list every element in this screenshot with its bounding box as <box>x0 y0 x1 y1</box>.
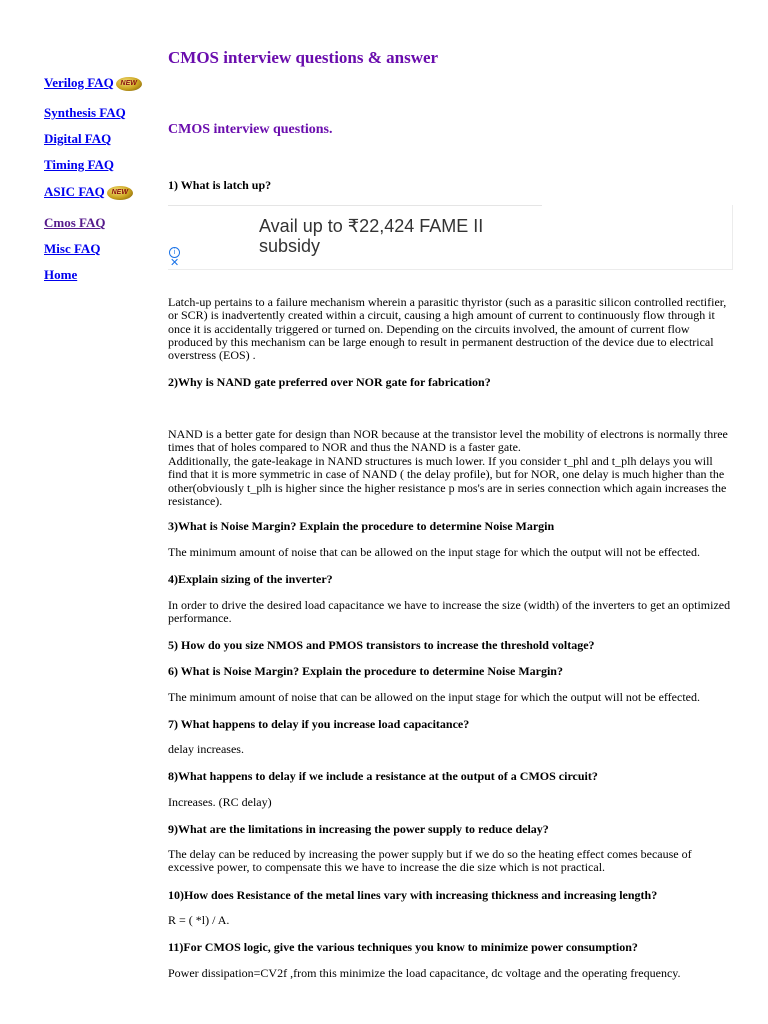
close-icon[interactable]: ✕ <box>170 257 180 269</box>
question-11: 11)For CMOS logic, give the various techniques you know to minimize power consumption? <box>168 940 638 954</box>
sidebar-item-home <box>44 267 77 283</box>
answer-4: In order to drive the desired load capacitance we have to increase the size (width) of the inverters to get an optimized performance. <box>168 598 731 626</box>
sidebar-item-digital-faq <box>44 131 111 147</box>
page-title: CMOS interview questions & answer <box>168 48 439 67</box>
synthesis-faq-link[interactable]: Synthesis FAQ <box>44 105 126 120</box>
info-icon[interactable]: i <box>169 247 180 258</box>
answer-7: delay increases. <box>168 742 244 756</box>
ad-divider <box>168 205 542 206</box>
answer-8: Increases. (RC delay) <box>168 795 272 809</box>
home-link[interactable]: Home <box>44 267 78 282</box>
new-badge-icon: NEW <box>116 77 142 91</box>
ad-text[interactable]: Avail up to ₹22,424 FAME II subsidy <box>259 216 484 256</box>
answer-2: NAND is a better gate for design than NOR because at the transistor level the mobility of electrons is normally three times that of holes compared to NOR and thus the NAND is a faster gate. <box>168 427 728 455</box>
question-5: 5) How do you size NMOS and PMOS transistors to increase the threshold voltage? <box>168 638 595 652</box>
sidebar-item-misc-faq <box>44 241 100 257</box>
sidebar-item-synthesis-faq <box>44 105 126 121</box>
answer-11: Power dissipation=CV2f ,from this minimize the load capacitance, dc voltage and the operating frequency. <box>168 966 681 980</box>
question-2: 2)Why is NAND gate preferred over NOR gate for fabrication? <box>168 375 491 389</box>
answer-6: The minimum amount of noise that can be allowed on the input stage for which the output will not be effected. <box>168 690 700 704</box>
question-6: 6) What is Noise Margin? Explain the procedure to determine Noise Margin? <box>168 664 563 678</box>
asic-faq-link[interactable]: ASIC FAQ <box>44 184 105 199</box>
digital-faq-link[interactable]: Digital FAQ <box>44 131 112 146</box>
sidebar-item-cmos-faq <box>44 215 106 231</box>
question-3: 3)What is Noise Margin? Explain the procedure to determine Noise Margin <box>168 519 555 533</box>
sidebar-item-timing-faq <box>44 157 114 173</box>
answer-2-continued: Additionally, the gate-leakage in NAND structures is much lower. If you consider t_phl and t_plh delays you will find that it is more symmetric in case of NAND ( the delay profile), but for NOR, one delay is much higher than the other(obviously t_plh is higher since the higher resistance p mos's are in series connection which again increases the resistance). <box>168 454 727 508</box>
answer-10: R = ( *l) / A. <box>168 913 230 927</box>
answer-1: Latch-up pertains to a failure mechanism wherein a parasitic thyristor (such as a parasitic silicon controlled rectifier, or SCR) is inadvertently created within a circuit, causing a high amount of current to continuously flow through it once it is accidentally triggered or turned on. Depending on the circuits involved, the amount of current flow produced by this mechanism can be large enough to result in permanent destruction of the device due to electrical overstress (EOS) . <box>168 295 727 363</box>
question-8: 8)What happens to delay if we include a resistance at the output of a CMOS circuit? <box>168 769 598 783</box>
misc-faq-link[interactable]: Misc FAQ <box>44 241 101 256</box>
question-7: 7) What happens to delay if you increase load capacitance? <box>168 717 470 731</box>
cmos-faq-link[interactable]: Cmos FAQ <box>44 215 106 230</box>
timing-faq-link[interactable]: Timing FAQ <box>44 157 114 172</box>
sidebar-item-asic-faq <box>44 184 133 200</box>
verilog-faq-link[interactable]: Verilog FAQ <box>44 75 114 90</box>
new-badge-icon: NEW <box>107 186 133 200</box>
ad-banner[interactable] <box>168 205 733 270</box>
section-heading: CMOS interview questions. <box>168 122 333 137</box>
question-9: 9)What are the limitations in increasing the power supply to reduce delay? <box>168 822 549 836</box>
answer-3: The minimum amount of noise that can be allowed on the input stage for which the output will not be effected. <box>168 545 700 559</box>
question-1: 1) What is latch up? <box>168 178 272 192</box>
question-4: 4)Explain sizing of the inverter? <box>168 572 333 586</box>
sidebar-item-verilog-faq <box>44 75 142 91</box>
question-10: 10)How does Resistance of the metal lines vary with increasing thickness and increasing length? <box>168 888 658 902</box>
answer-9: The delay can be reduced by increasing the power supply but if we do so the heating effect comes because of excessive power, to compensate this we have to increase the die size which is not practical. <box>168 847 692 875</box>
